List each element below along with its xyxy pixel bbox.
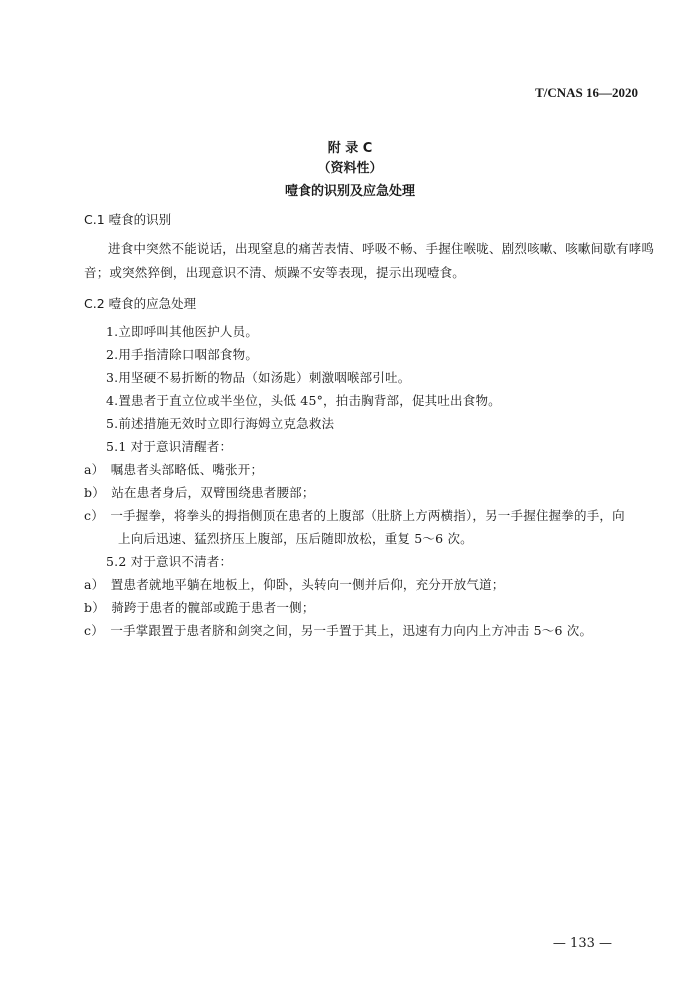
section-c1-title: C.1 噎食的识别 <box>84 212 172 227</box>
substep-5-1: 5.1 对于意识清醒者： <box>106 439 233 454</box>
list-item-5-1-c: c） 一手握拳，将拳头的拇指侧顶在患者的上腹部（肚脐上方两横指），另一手握住握拳的手，向 <box>84 508 625 523</box>
c1-paragraph-line-1: 进食中突然不能说话，出现窒息的痛苦表情、呼吸不畅、手握住喉咙、剧烈咳嗽、咳嗽间歇有哮鸣 <box>108 241 655 256</box>
list-item-5-2-c: c） 一手掌跟置于患者脐和剑突之间，另一手置于其上，迅速有力向内上方冲击 5～6 次。 <box>84 623 593 638</box>
step-2: 2.用手指清除口咽部食物。 <box>106 347 259 362</box>
substep-5-2: 5.2 对于意识不清者： <box>106 554 233 569</box>
step-1: 1.立即呼叫其他医护人员。 <box>106 324 259 339</box>
c1-paragraph-line-2: 音；或突然猝倒，出现意识不清、烦躁不安等表现，提示出现噎食。 <box>84 265 466 280</box>
list-item-5-1-c-continued: 上向后迅速、猛烈挤压上腹部，压后随即放松，重复 5～6 次。 <box>118 531 473 546</box>
page-number: — 133 — <box>552 936 612 951</box>
annex-title: 附 录 C <box>327 141 373 156</box>
annex-heading: 噎食的识别及应急处理 <box>284 184 415 199</box>
section-c2-title: C.2 噎食的应急处理 <box>84 296 197 311</box>
document-code: T/CNAS 16—2020 <box>535 85 638 100</box>
list-item-5-2-a: a） 置患者就地平躺在地板上，仰卧，头转向一侧并后仰，充分开放气道； <box>84 577 505 592</box>
list-item-5-1-a: a） 嘱患者头部略低、嘴张开； <box>84 462 264 477</box>
annex-nature: （资料性） <box>317 161 383 176</box>
step-3: 3.用坚硬不易折断的物品（如汤匙）刺激咽喉部引吐。 <box>106 370 411 385</box>
step-4: 4.置患者于直立位或半坐位，头低 45°，拍击胸背部，促其吐出食物。 <box>106 393 501 408</box>
list-item-5-1-b: b） 站在患者身后，双臂围绕患者腰部； <box>84 485 315 500</box>
step-5: 5.前述措施无效时立即行海姆立克急救法 <box>106 416 335 431</box>
list-item-5-2-b: b） 骑跨于患者的髋部或跪于患者一侧； <box>84 600 315 615</box>
